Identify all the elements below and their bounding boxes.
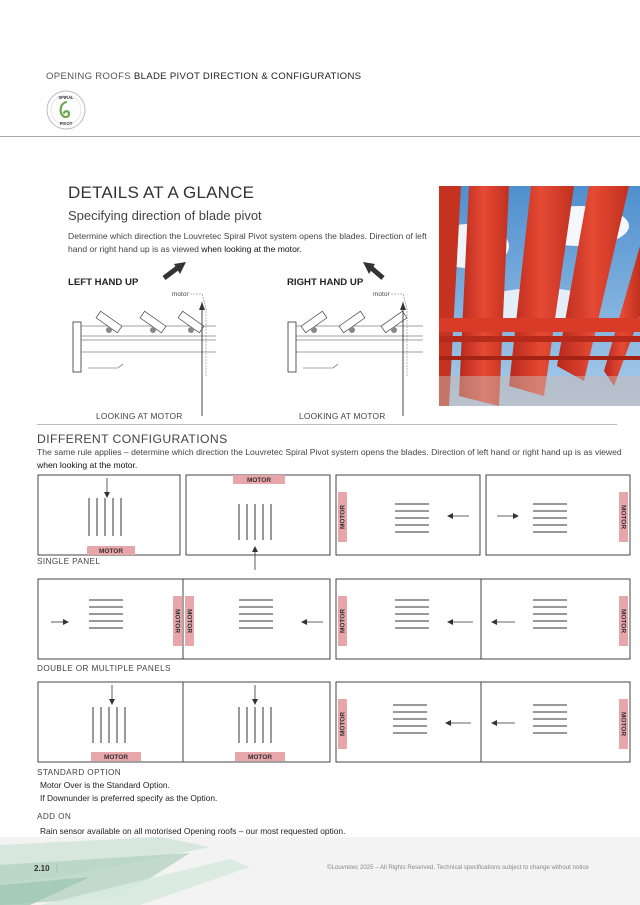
add-on-line: Rain sensor available on all motorised Opening roofs – our most requested option. xyxy=(40,826,346,836)
page-header xyxy=(46,71,361,82)
single-panel-row xyxy=(37,474,631,579)
motor-tag-4: MOTOR xyxy=(619,504,627,530)
details-title: DETAILS AT A GLANCE xyxy=(68,183,255,202)
motor-tag-11: MOTOR xyxy=(339,711,347,737)
configs-paragraph xyxy=(37,446,622,472)
copyright-text: ©Louvretec 2025 – All Rights Reserved. Technical specifications subject to change without notice xyxy=(327,864,589,871)
config-panel-3 xyxy=(336,475,480,555)
standard-option-line-1: Motor Over is the Standard Option. xyxy=(40,780,170,790)
right-hand-diagram xyxy=(283,256,443,426)
details-paragraph xyxy=(68,230,433,256)
motor-tag-7: MOTOR xyxy=(339,608,347,634)
standard-option-row xyxy=(37,681,631,770)
config-panel-7 xyxy=(38,682,330,762)
right-hand-up-label: RIGHT HAND UP xyxy=(287,277,364,288)
header-topic: BLADE PIVOT DIRECTION & CONFIGURATIONS xyxy=(133,71,362,82)
motor-tag-10: MOTOR xyxy=(247,754,273,761)
motor-tag-3: MOTOR xyxy=(339,504,347,530)
left-blade-3 xyxy=(178,311,204,333)
configs-divider xyxy=(37,424,617,425)
config-panel-2 xyxy=(186,475,330,570)
double-panel-row xyxy=(37,578,631,667)
config-panel-5 xyxy=(38,579,330,659)
configs-para-text: The same rule applies – determine which direction the Louvretec Spiral Pivot system opens the blades. Direction of left hand or right hand up is as viewed xyxy=(37,447,622,457)
config-panel-4 xyxy=(486,475,630,555)
double-panel-label: DOUBLE OR MULTIPLE PANELS xyxy=(37,664,171,673)
configs-title: DIFFERENT CONFIGURATIONS xyxy=(37,432,228,446)
logo-text-bottom: PIVOT xyxy=(59,121,73,126)
standard-option-line-2: If Downunder is preferred specify as the Option. xyxy=(40,793,218,803)
spiral-pivot-logo xyxy=(46,90,86,130)
right-looking-at-motor: LOOKING AT MOTOR xyxy=(299,411,386,421)
left-hand-up-label: LEFT HAND UP xyxy=(68,277,139,288)
left-motor-text: motor xyxy=(172,291,189,298)
details-subtitle: Specifying direction of blade pivot xyxy=(68,208,262,223)
motor-tag-8: MOTOR xyxy=(619,608,627,634)
motor-tag-1: MOTOR xyxy=(98,548,124,555)
left-blade-1 xyxy=(96,311,122,333)
header-divider xyxy=(0,136,640,137)
single-panel-label: SINGLE PANEL xyxy=(37,557,101,566)
add-on-label: ADD ON xyxy=(37,812,72,821)
left-hand-diagram xyxy=(68,256,228,426)
standard-option-label: STANDARD OPTION xyxy=(37,768,122,777)
config-panel-1 xyxy=(38,475,180,555)
left-looking-at-motor: LOOKING AT MOTOR xyxy=(96,411,183,421)
louvre-photo xyxy=(439,186,640,406)
right-blade-2 xyxy=(339,311,365,333)
page-number-text: 2.10 xyxy=(34,864,50,873)
motor-tag-2: MOTOR xyxy=(246,477,272,484)
right-motor-text: motor xyxy=(373,291,390,298)
motor-tag-6: MOTOR xyxy=(185,608,193,634)
motor-tag-5: MOTOR xyxy=(173,608,181,634)
page-number-divider: | xyxy=(55,864,58,873)
right-blade-1 xyxy=(301,311,327,333)
left-blade-2 xyxy=(140,311,166,333)
footer-background xyxy=(0,837,640,905)
config-panel-6 xyxy=(336,579,630,659)
page-number xyxy=(34,864,58,873)
motor-tag-12: MOTOR xyxy=(619,711,627,737)
motor-tag-9: MOTOR xyxy=(103,754,129,761)
header-section: OPENING ROOFS xyxy=(46,71,131,82)
configs-para-emphasis: when looking at the motor. xyxy=(37,460,138,470)
details-para-emphasis: when looking at the motor. xyxy=(201,244,302,254)
details-para-text: Determine which direction the Louvretec Spiral Pivot system opens the blades. Direction of left hand or right hand up is as viewed xyxy=(68,231,427,254)
config-panel-8 xyxy=(336,682,630,762)
logo-text-top: SPIRAL xyxy=(58,95,74,100)
